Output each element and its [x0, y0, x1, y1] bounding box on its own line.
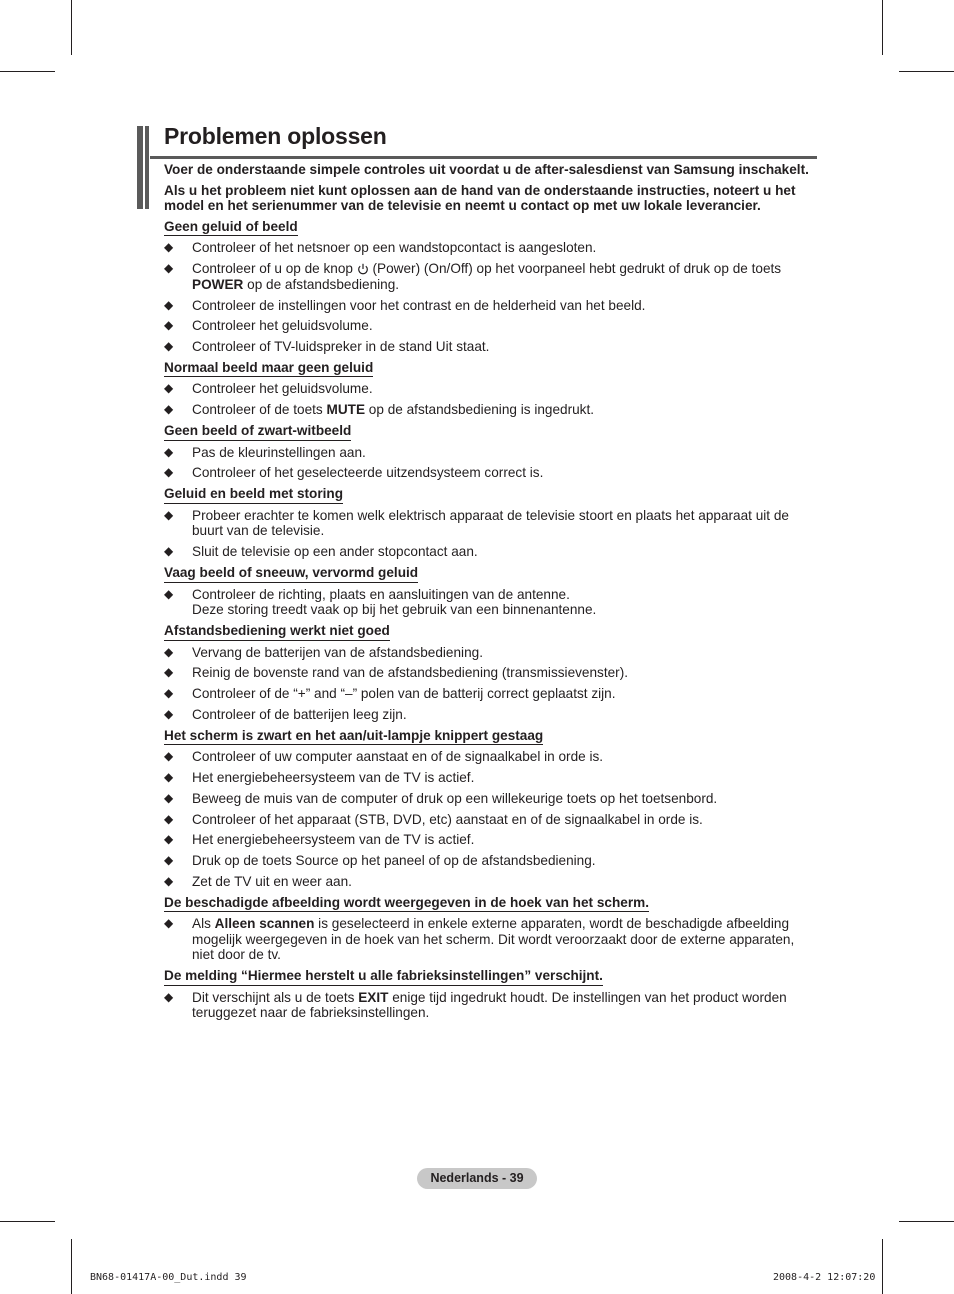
crop-mark [882, 0, 883, 55]
power-icon [357, 263, 369, 275]
list-item [164, 587, 816, 618]
bullet-list [164, 381, 816, 417]
list-item-text [192, 770, 474, 785]
list-item [164, 298, 816, 314]
list-item-text [192, 298, 645, 313]
section [164, 968, 816, 1021]
list-item [164, 381, 816, 397]
list-item-text [192, 465, 543, 480]
text-run: Het energiebeheersysteem van de TV is actief. [192, 770, 475, 785]
diamond-bullet-icon: ◆ [164, 381, 174, 396]
text-run: Controleer de richting, plaats en aansluitingen van de antenne. Deze storing treedt vaak op bij het gebruik van een binnenantenne. [192, 586, 597, 618]
section [164, 895, 816, 963]
list-item-text [192, 544, 478, 559]
list-item [164, 749, 816, 765]
list-item [164, 402, 816, 418]
key-name: MUTE [326, 402, 366, 418]
list-item-text [192, 916, 794, 962]
list-item [164, 508, 816, 539]
troubleshooting-content [164, 162, 816, 1026]
text-run: Controleer of uw computer aanstaat en of de signaalkabel in orde is. [192, 749, 604, 765]
diamond-bullet-icon: ◆ [164, 790, 174, 805]
bullet-list [164, 240, 816, 354]
text-run: Druk op de toets Source op het paneel of op de afstandsbediening. [192, 853, 596, 869]
section [164, 728, 816, 890]
bullet-list [164, 445, 816, 481]
list-item-text [192, 686, 616, 701]
section-heading: Het scherm is zwart en het aan/uit-lampje knippert gestaag [164, 728, 543, 746]
list-item [164, 339, 816, 355]
diamond-bullet-icon: ◆ [164, 873, 174, 888]
list-item [164, 770, 816, 786]
list-item [164, 665, 816, 681]
diamond-bullet-icon: ◆ [164, 465, 174, 480]
diamond-bullet-icon: ◆ [164, 339, 174, 354]
text-run: Als [192, 916, 215, 932]
list-item-text [192, 339, 489, 354]
text-run: Controleer of het apparaat (STB, DVD, etc) aanstaat en of de signaalkabel in orde is. [192, 811, 703, 827]
crop-mark [899, 1221, 954, 1222]
bullet-list [164, 749, 816, 889]
diamond-bullet-icon: ◆ [164, 665, 174, 680]
list-item [164, 445, 816, 461]
list-item-text [192, 318, 373, 333]
title-side-bar [137, 126, 143, 209]
text-run: Controleer of de toets [192, 402, 327, 418]
list-item-text [192, 645, 483, 660]
text-run: Reinig de bovenste rand van de afstandsbediening (transmissievenster). [192, 665, 629, 681]
list-item [164, 465, 816, 481]
text-run: Controleer of de “+” and “–” polen van de batterij correct geplaatst zijn. [192, 686, 616, 702]
section-heading: Normaal beeld maar geen geluid [164, 360, 373, 378]
diamond-bullet-icon: ◆ [164, 318, 174, 333]
text-run: is geselecteerd in enkele externe apparaten, wordt de beschadigde afbeelding mogelijk weergegeven in de hoek van het scherm. Dit wordt veroorzaakt door de externe apparaten, niet door de tv. [192, 916, 795, 963]
section-heading: Vaag beeld of sneeuw, vervormd geluid [164, 565, 418, 583]
list-item [164, 812, 816, 828]
text-run: Controleer de instellingen voor het contrast en de helderheid van het beeld. [192, 297, 646, 313]
page-number-badge: Nederlands - 39 [417, 1168, 537, 1189]
intro-paragraph: Voer de onderstaande simpele controles uit voordat u de after-salesdienst van Samsung inschakelt. [164, 162, 809, 177]
section-heading: De beschadigde afbeelding wordt weergegeven in de hoek van het scherm. [164, 895, 649, 913]
text-run: Dit verschijnt als u de toets [192, 989, 359, 1005]
list-item-text [192, 832, 474, 847]
section [164, 486, 816, 560]
text-run: Controleer het geluidsvolume. [192, 318, 373, 334]
key-name: EXIT [358, 989, 389, 1005]
bullet-list [164, 587, 816, 618]
diamond-bullet-icon: ◆ [164, 916, 174, 931]
list-item-text [192, 749, 603, 764]
list-item [164, 791, 816, 807]
crop-mark [0, 1221, 55, 1222]
crop-mark [882, 1239, 883, 1294]
diamond-bullet-icon: ◆ [164, 507, 174, 522]
text-run: Probeer erachter te komen welk elektrisch apparaat de televisie stoort en plaats het apparaat uit de buurt van de televisie. [192, 507, 789, 539]
section-heading: Afstandsbediening werkt niet goed [164, 623, 390, 641]
section [164, 219, 816, 355]
bullet-list [164, 916, 816, 963]
list-item-text [192, 445, 366, 460]
crop-mark [899, 71, 954, 72]
bullet-list [164, 645, 816, 723]
bullet-list [164, 508, 816, 560]
list-item-text [192, 261, 781, 292]
diamond-bullet-icon: ◆ [164, 749, 174, 764]
list-item [164, 874, 816, 890]
list-item [164, 686, 816, 702]
list-item [164, 990, 816, 1021]
list-item [164, 916, 816, 963]
list-item-text [192, 240, 596, 255]
diamond-bullet-icon: ◆ [164, 261, 174, 276]
title-side-bar [145, 126, 149, 209]
page-title: Problemen oplossen [164, 123, 387, 149]
list-item [164, 261, 816, 292]
section-heading: Geen beeld of zwart-witbeeld [164, 423, 351, 441]
list-item [164, 853, 816, 869]
text-run: Controleer of TV-luidspreker in de stand Uit staat. [192, 339, 490, 355]
list-item [164, 544, 816, 560]
section [164, 565, 816, 618]
list-item-text [192, 508, 789, 539]
list-item-text [192, 874, 352, 889]
list-item-text [192, 990, 787, 1021]
text-run: Beweeg de muis van de computer of druk op een willekeurige toets op het toetsenbord. [192, 790, 718, 806]
diamond-bullet-icon: ◆ [164, 686, 174, 701]
text-run: Het energiebeheersysteem van de TV is actief. [192, 832, 475, 848]
list-item-text [192, 812, 703, 827]
text-run: Controleer of het netsnoer op een wandstopcontact is aangesloten. [192, 240, 597, 256]
section-heading: Geluid en beeld met storing [164, 486, 343, 504]
list-item-text [192, 665, 628, 680]
section [164, 623, 816, 723]
intro-paragraph: Als u het probleem niet kunt oplossen aan de hand van de onderstaande instructies, noteert u het model en het serienummer van de televisie en neemt u contact op met uw lokale leverancier. [164, 182, 796, 214]
text-run: Vervang de batterijen van de afstandsbediening. [192, 644, 483, 660]
diamond-bullet-icon: ◆ [164, 402, 174, 417]
diamond-bullet-icon: ◆ [164, 297, 174, 312]
title-rule [150, 156, 817, 159]
section-list [164, 219, 816, 1021]
crop-mark [71, 0, 72, 55]
print-slug-date: 2008-4-2 12:07:20 [773, 1272, 876, 1283]
list-item [164, 240, 816, 256]
list-item [164, 707, 816, 723]
list-item-text [192, 402, 594, 417]
diamond-bullet-icon: ◆ [164, 706, 174, 721]
list-item-text [192, 381, 373, 396]
list-item-text [192, 707, 407, 722]
text-run: op de afstandsbediening is ingedrukt. [365, 402, 595, 418]
section-heading: De melding “Hiermee herstelt u alle fabrieksinstellingen” verschijnt. [164, 968, 603, 986]
text-run: Controleer of u op de knop [192, 261, 357, 277]
bullet-list [164, 990, 816, 1021]
diamond-bullet-icon: ◆ [164, 240, 174, 255]
text-run: enige tijd ingedrukt houdt. De instellingen van het product worden teruggezet naar de fabrieksinstellingen. [192, 989, 787, 1021]
diamond-bullet-icon: ◆ [164, 770, 174, 784]
diamond-bullet-icon: ◆ [164, 544, 174, 559]
diamond-bullet-icon: ◆ [164, 586, 174, 601]
list-item [164, 832, 816, 848]
diamond-bullet-icon: ◆ [164, 989, 174, 1004]
text-run: (Power) (On/Off) op het voorpaneel hebt gedrukt of druk op de toets [368, 261, 782, 277]
diamond-bullet-icon: ◆ [164, 832, 174, 847]
list-item-text [192, 853, 596, 868]
diamond-bullet-icon: ◆ [164, 644, 174, 659]
text-run: op de afstandsbediening. [243, 276, 400, 292]
print-slug-file: BN68-01417A-00_Dut.indd 39 [90, 1272, 247, 1283]
diamond-bullet-icon: ◆ [164, 811, 174, 826]
section [164, 360, 816, 418]
crop-mark [71, 1239, 72, 1294]
diamond-bullet-icon: ◆ [164, 444, 174, 459]
text-run: Sluit de televisie op een ander stopcontact aan. [192, 544, 478, 560]
text-run: Pas de kleurinstellingen aan. [192, 444, 366, 460]
section-heading: Geen geluid of beeld [164, 219, 298, 237]
section [164, 423, 816, 481]
list-item-text [192, 791, 717, 806]
key-name: POWER [192, 276, 244, 292]
text-run: Controleer het geluidsvolume. [192, 381, 373, 397]
diamond-bullet-icon: ◆ [164, 853, 174, 868]
list-item [164, 318, 816, 334]
list-item [164, 645, 816, 661]
crop-mark [0, 71, 55, 72]
text-run: Controleer of de batterijen leeg zijn. [192, 706, 407, 722]
text-run: Zet de TV uit en weer aan. [192, 873, 352, 889]
text-run: Controleer of het geselecteerde uitzendsysteem correct is. [192, 465, 544, 481]
list-item-text [192, 587, 596, 618]
key-name: Alleen scannen [214, 916, 315, 932]
